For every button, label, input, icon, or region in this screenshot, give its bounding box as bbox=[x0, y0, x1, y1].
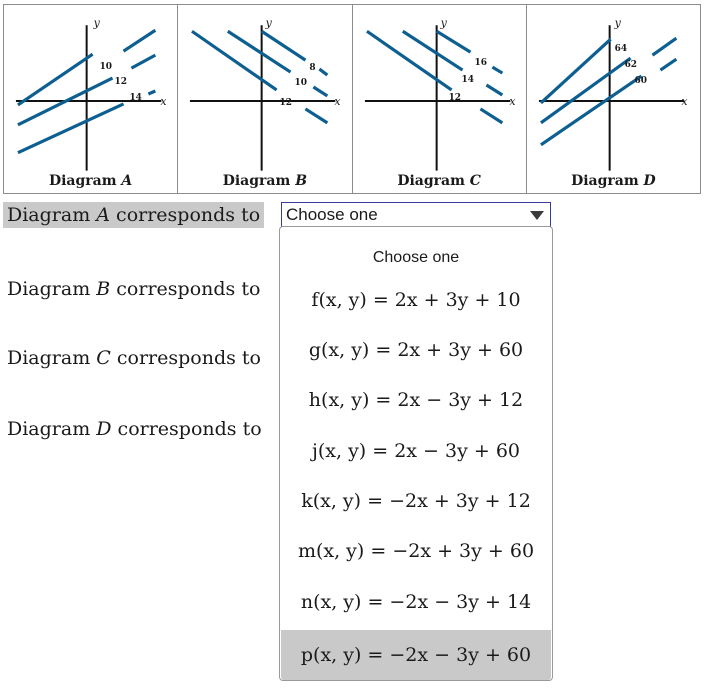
select-value: Choose one bbox=[286, 205, 378, 224]
dropdown-heading: Choose one bbox=[372, 249, 460, 266]
x-axis-label: x bbox=[334, 94, 341, 108]
diagram-caption: Diagram D bbox=[571, 173, 656, 189]
question-diagram-b: Diagram B corresponds to bbox=[7, 278, 261, 300]
option-f[interactable]: f(x, y) = 2x + 3y + 10 bbox=[311, 289, 521, 311]
contour-line bbox=[436, 31, 470, 52]
level-label: 14 bbox=[129, 92, 142, 103]
contour-line bbox=[320, 69, 328, 75]
y-axis-label: y bbox=[440, 16, 447, 30]
contour-line bbox=[660, 59, 676, 70]
contour-line bbox=[314, 87, 328, 96]
y-axis-label: y bbox=[614, 16, 621, 30]
contour-line bbox=[652, 38, 676, 55]
contour-line bbox=[492, 67, 502, 73]
contour-line bbox=[192, 31, 277, 90]
diagram-d bbox=[527, 5, 700, 193]
diagram-caption: Diagram B bbox=[222, 173, 308, 189]
level-label: 16 bbox=[473, 58, 487, 69]
option-m[interactable]: m(x, y) = −2x + 3y + 60 bbox=[297, 540, 535, 562]
diagram-c-plot bbox=[353, 5, 526, 173]
diagram-b bbox=[178, 5, 352, 193]
question-diagram-d: Diagram D corresponds to bbox=[7, 418, 262, 440]
contour-line bbox=[480, 109, 502, 123]
option-g[interactable]: g(x, y) = 2x + 3y + 60 bbox=[308, 339, 524, 361]
question-diagram-a: Diagram A corresponds to bbox=[3, 202, 264, 228]
diagram-d-plot bbox=[527, 5, 700, 173]
contour-line bbox=[123, 30, 155, 51]
diagram-c bbox=[353, 5, 527, 193]
y-axis-label: y bbox=[265, 16, 273, 30]
option-k[interactable]: k(x, y) = −2x + 3y + 12 bbox=[301, 490, 531, 512]
option-j[interactable]: j(x, y) = 2x − 3y + 60 bbox=[311, 440, 521, 462]
diagram-a-select[interactable] bbox=[281, 202, 551, 227]
dropdown-menu bbox=[279, 226, 553, 681]
diagram-b-plot bbox=[178, 5, 351, 173]
diagram-caption: Diagram C bbox=[397, 173, 481, 189]
diagram-caption: Diagram A bbox=[48, 173, 133, 189]
diagram-a-plot bbox=[4, 5, 177, 173]
contour-line bbox=[18, 54, 93, 105]
x-axis-label: x bbox=[508, 94, 515, 108]
contour-line bbox=[366, 31, 451, 90]
level-label: 12 bbox=[279, 97, 293, 108]
option-n[interactable]: n(x, y) = −2x − 3y + 14 bbox=[300, 591, 532, 613]
level-label: 10 bbox=[294, 78, 308, 89]
level-label: 10 bbox=[99, 62, 113, 73]
x-axis-label: x bbox=[681, 94, 688, 108]
level-label: 14 bbox=[461, 75, 474, 86]
y-axis-label: y bbox=[93, 16, 100, 30]
contour-line bbox=[541, 39, 611, 103]
level-label: 64 bbox=[614, 44, 627, 55]
chevron-down-icon[interactable] bbox=[530, 211, 544, 220]
level-label: 12 bbox=[448, 92, 461, 103]
diagram-strip bbox=[3, 4, 701, 194]
contour-line bbox=[18, 104, 124, 153]
level-label: 62 bbox=[624, 60, 637, 71]
option-h[interactable]: h(x, y) = 2x − 3y + 12 bbox=[308, 389, 524, 411]
diagram-a bbox=[4, 5, 178, 193]
question-diagram-c: Diagram C corresponds to bbox=[7, 347, 261, 369]
level-label: 8 bbox=[309, 63, 316, 74]
contour-line bbox=[228, 31, 291, 72]
level-label: 60 bbox=[634, 76, 647, 87]
contour-line bbox=[148, 91, 155, 94]
level-label: 12 bbox=[114, 77, 127, 88]
contour-line bbox=[306, 109, 328, 123]
x-axis-label: x bbox=[160, 94, 167, 108]
option-p[interactable]: p(x, y) = −2x − 3y + 60 bbox=[281, 630, 551, 680]
contour-line bbox=[486, 85, 502, 95]
contour-line bbox=[131, 55, 155, 68]
